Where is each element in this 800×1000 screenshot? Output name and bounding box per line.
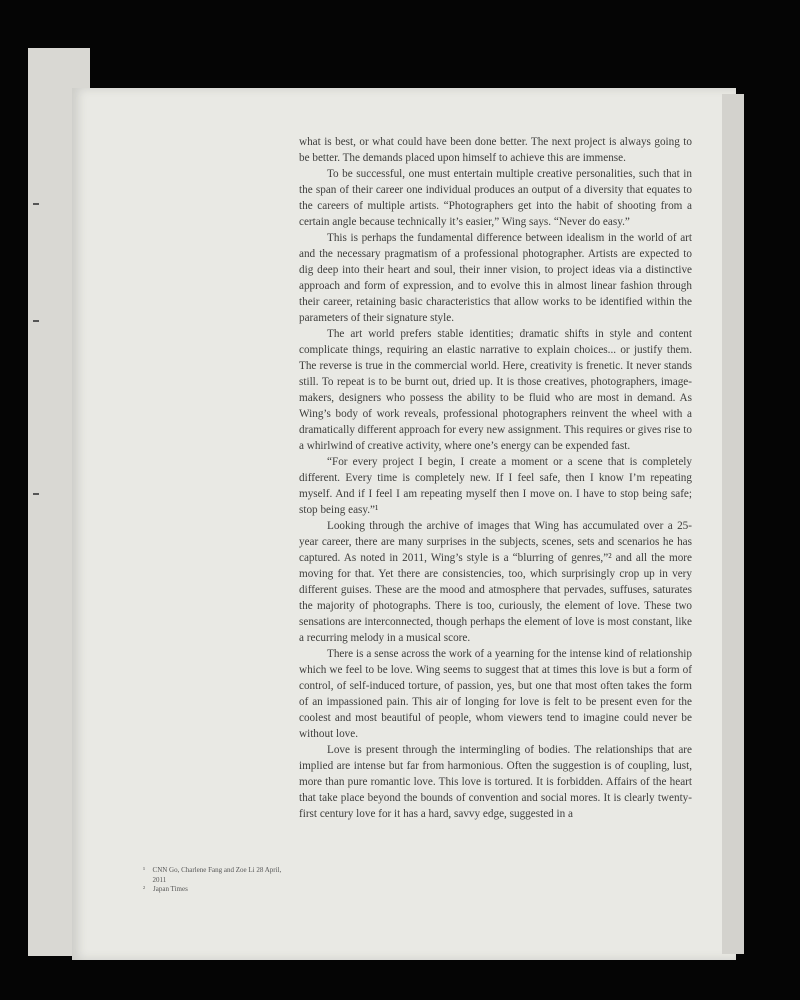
body-text bbox=[299, 134, 692, 822]
footnote bbox=[143, 866, 283, 885]
paragraph: To be successful, one must entertain multiple creative personalities, such that in the span of their career one individual produces an output of a diversity that equates to the careers of multiple artists. “Photographers get into the habit of shooting from a certain angle because technically it’s easier,” Wing says. “Never do easy.” bbox=[299, 168, 692, 228]
footnote-text: CNN Go, Charlene Fang and Zoe Li 28 April, 2011 bbox=[152, 866, 282, 884]
paragraph: There is a sense across the work of a yearning for the intense kind of relationship which we feel to be love. Wing seems to suggest that at times this love is but a form of control, of self-induced torture, of passion, yes, but one that most often takes the form of an impassioned pain. This air of longing for love is felt to be present even for the coolest and most beautiful of people, whom viewers tend to imagine could never be without love. bbox=[299, 648, 692, 740]
footnotes bbox=[143, 866, 283, 895]
footnote-text: Japan Times bbox=[153, 885, 188, 893]
paragraph: The art world prefers stable identities; dramatic shifts in style and content complicate things, requiring an elastic narrative to explain choices... or justify them. The reverse is true in the commercial world. Here, creativity is frenetic. It never stands still. To repeat is to be burnt out, dried up. It is those creatives, photographers, image-makers, designers who possess the ability to be fluid who are most in demand. As Wing’s body of work reveals, professional photographers reinvent the wheel with a dramatically different approach for every new assignment. This requires or gives rise to a whirlwind of creative activity, where one’s energy can be expended fast. bbox=[299, 328, 692, 452]
bleed-mark bbox=[33, 320, 39, 322]
footnote-number: ² bbox=[143, 885, 146, 893]
paragraph: Looking through the archive of images that Wing has accumulated over a 25-year career, there are many surprises in the subjects, scenes, sets and scenarios he has captured. As noted in 2011, Wing’s style is a “blurring of genres,”² and all the more moving for that. Yet there are consistencies, too, which surprisingly crop up in very different guises. These are the mood and atmosphere that pervades, suffuses, saturates the majority of photographs. There is too, curiously, the element of love. These two sensations are interconnected, though perhaps the element of love is most constant, like a recurring melody in a musical score. bbox=[299, 520, 692, 644]
footnote bbox=[143, 885, 283, 895]
bleed-mark bbox=[33, 203, 39, 205]
page-stack-edge bbox=[722, 94, 744, 954]
bleed-mark bbox=[33, 493, 39, 495]
paragraph: what is best, or what could have been done better. The next project is always going to be better. The demands placed upon himself to achieve this are immense. bbox=[299, 136, 692, 164]
paragraph: “For every project I begin, I create a moment or a scene that is completely different. Every time is completely new. If I feel safe, then I know I’m repeating myself. And if I feel I am repeating myself then I move on. I have to stop being safe; stop being easy.”¹ bbox=[299, 456, 692, 516]
footnote-number: ¹ bbox=[143, 866, 146, 874]
paragraph: This is perhaps the fundamental difference between idealism in the world of art and the necessary pragmatism of a professional photographer. Artists are expected to dig deep into their heart and soul, their inner vision, to project ideas via a distinctive approach and form of expression, and to evolve this in almost linear fashion through their career, retaining basic characteristics that allow works to be identified within the parameters of their signature style. bbox=[299, 232, 692, 324]
paragraph: Love is present through the intermingling of bodies. The relationships that are implied are intense but far from harmonious. Often the suggestion is of coupling, lust, more than pure romantic love. This love is tortured. It is forbidden. Affairs of the heart that take place beyond the bounds of convention and social mores. It is clearly twenty-first century love for it has a hard, savvy edge, suggested in a bbox=[299, 744, 692, 820]
